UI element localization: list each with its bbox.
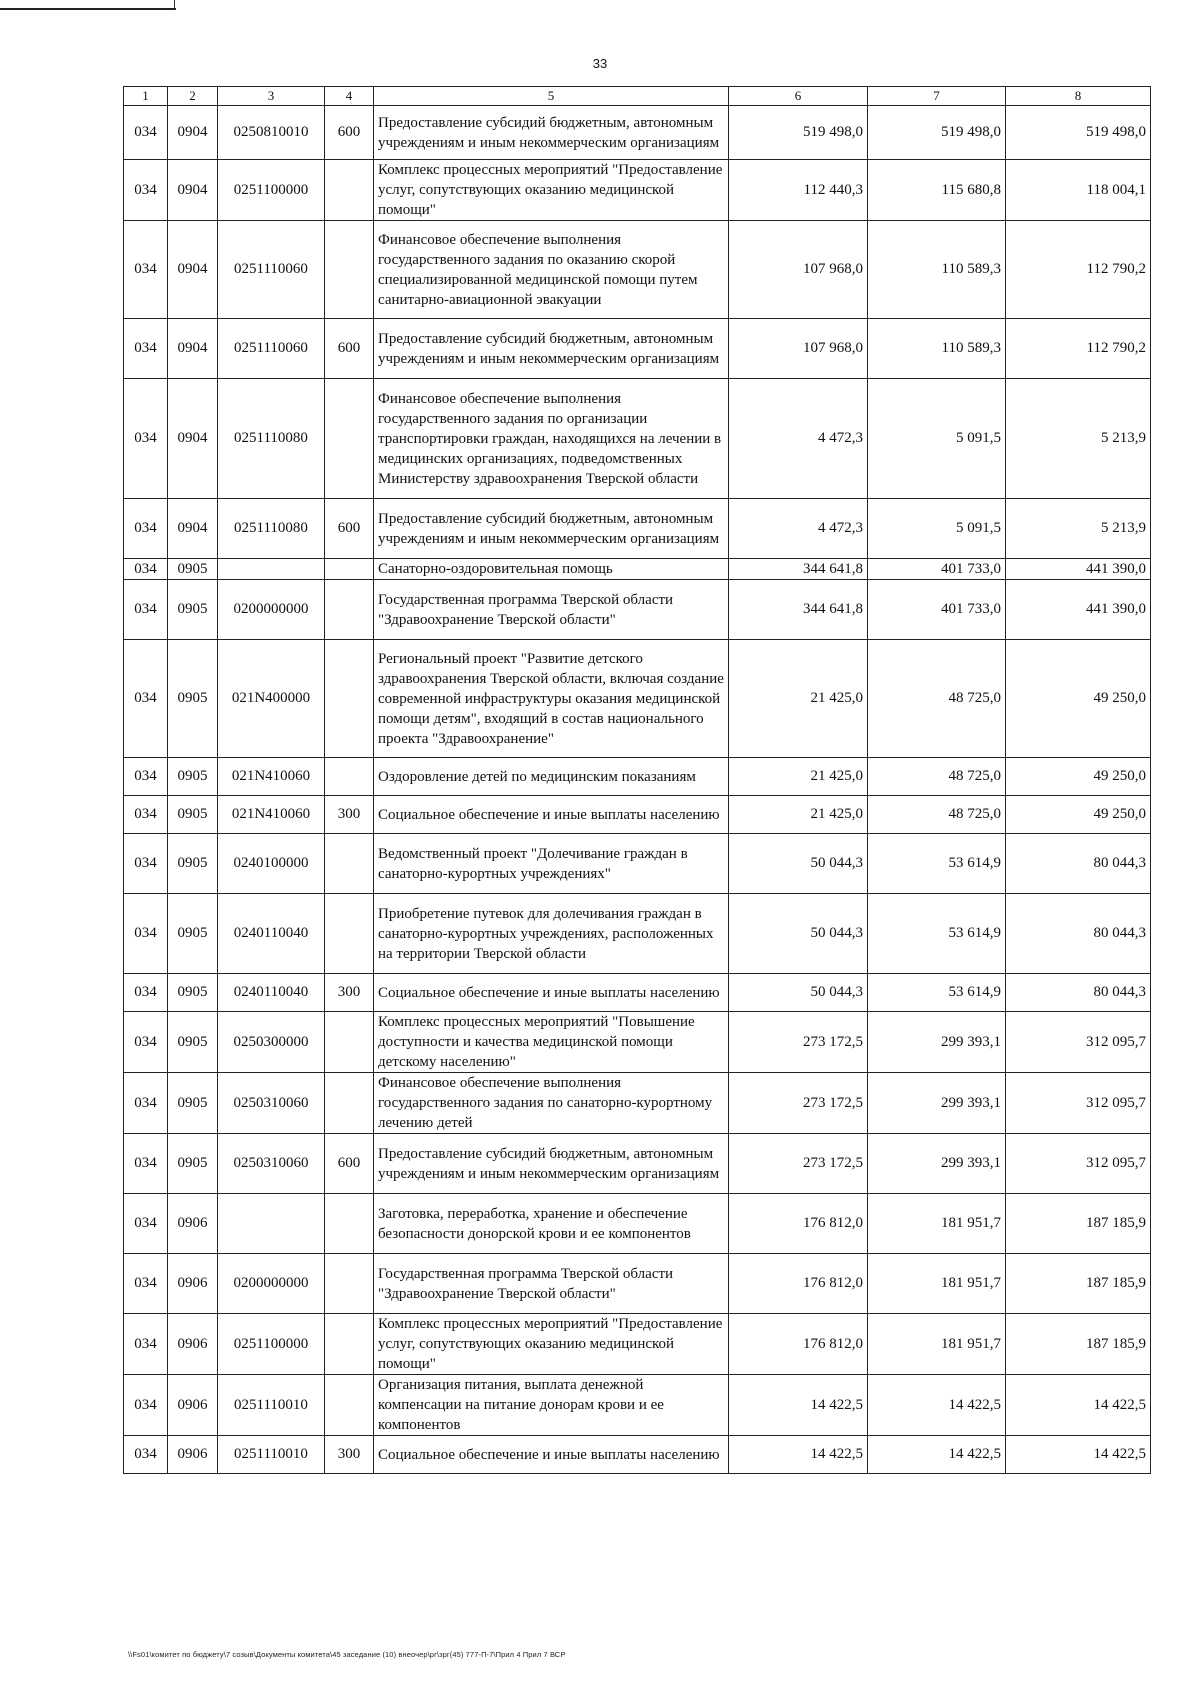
code-ministry-cell: 034: [124, 894, 168, 974]
amount-col-6-cell: 176 812,0: [729, 1314, 868, 1375]
table-row: [124, 758, 1151, 796]
amount-col-6-cell: 107 968,0: [729, 221, 868, 319]
amount-col-6-cell: 112 440,3: [729, 160, 868, 221]
header-cell: 1: [124, 87, 168, 106]
description-cell: Предоставление субсидий бюджетным, автономным учреждениям и иным некоммерческим организациям: [374, 106, 729, 160]
amount-col-8-cell: 187 185,9: [1006, 1194, 1151, 1254]
amount-col-6-cell: 176 812,0: [729, 1194, 868, 1254]
code-section-cell: 0904: [168, 106, 218, 160]
table-row: [124, 1436, 1151, 1474]
code-ministry-cell: 034: [124, 106, 168, 160]
code-expense-type-cell: [325, 379, 374, 499]
table-row: [124, 1073, 1151, 1134]
description-cell: Социальное обеспечение и иные выплаты населению: [374, 974, 729, 1012]
code-section-cell: 0905: [168, 1012, 218, 1073]
header-cell: 8: [1006, 87, 1151, 106]
code-ministry-cell: 034: [124, 1194, 168, 1254]
table-row: [124, 796, 1151, 834]
amount-col-7-cell: 115 680,8: [868, 160, 1006, 221]
table-row: [124, 1012, 1151, 1073]
amount-col-6-cell: 107 968,0: [729, 319, 868, 379]
code-ministry-cell: 034: [124, 1314, 168, 1375]
code-section-cell: 0905: [168, 796, 218, 834]
amount-col-8-cell: 80 044,3: [1006, 834, 1151, 894]
code-target-cell: 021N400000: [218, 640, 325, 758]
code-ministry-cell: 034: [124, 834, 168, 894]
code-target-cell: 0251110080: [218, 379, 325, 499]
code-ministry-cell: 034: [124, 580, 168, 640]
table-row: [124, 1375, 1151, 1436]
amount-col-7-cell: 53 614,9: [868, 974, 1006, 1012]
amount-col-8-cell: 441 390,0: [1006, 580, 1151, 640]
description-cell: Социальное обеспечение и иные выплаты населению: [374, 1436, 729, 1474]
amount-col-6-cell: 21 425,0: [729, 758, 868, 796]
code-section-cell: 0904: [168, 379, 218, 499]
table-row: [124, 559, 1151, 580]
table-row: [124, 894, 1151, 974]
code-expense-type-cell: [325, 1012, 374, 1073]
code-target-cell: 0251110080: [218, 499, 325, 559]
amount-col-8-cell: 312 095,7: [1006, 1134, 1151, 1194]
description-cell: Финансовое обеспечение выполнения государственного задания по оказанию скорой специализированной медицинской помощи путем санитарно-авиационной эвакуации: [374, 221, 729, 319]
description-cell: Приобретение путевок для долечивания граждан в санаторно-курортных учреждениях, расположенных на территории Тверской области: [374, 894, 729, 974]
amount-col-6-cell: 50 044,3: [729, 834, 868, 894]
code-expense-type-cell: [325, 1194, 374, 1254]
budget-table: [123, 86, 1151, 1474]
amount-col-6-cell: 273 172,5: [729, 1134, 868, 1194]
code-expense-type-cell: [325, 221, 374, 319]
amount-col-6-cell: 50 044,3: [729, 974, 868, 1012]
scan-edge-line: [0, 8, 176, 10]
amount-col-6-cell: 176 812,0: [729, 1254, 868, 1314]
description-cell: Социальное обеспечение и иные выплаты населению: [374, 796, 729, 834]
code-expense-type-cell: 300: [325, 1436, 374, 1474]
code-target-cell: 0251100000: [218, 1314, 325, 1375]
code-expense-type-cell: [325, 580, 374, 640]
code-expense-type-cell: [325, 559, 374, 580]
code-expense-type-cell: [325, 1254, 374, 1314]
description-cell: Санаторно-оздоровительная помощь: [374, 559, 729, 580]
header-cell: 6: [729, 87, 868, 106]
amount-col-7-cell: 48 725,0: [868, 758, 1006, 796]
table-row: [124, 1134, 1151, 1194]
code-ministry-cell: 034: [124, 379, 168, 499]
code-expense-type-cell: 600: [325, 319, 374, 379]
code-expense-type-cell: 300: [325, 974, 374, 1012]
amount-col-7-cell: 181 951,7: [868, 1254, 1006, 1314]
amount-col-8-cell: 118 004,1: [1006, 160, 1151, 221]
amount-col-7-cell: 299 393,1: [868, 1073, 1006, 1134]
amount-col-8-cell: 519 498,0: [1006, 106, 1151, 160]
description-cell: Заготовка, переработка, хранение и обеспечение безопасности донорской крови и ее компонентов: [374, 1194, 729, 1254]
amount-col-6-cell: 273 172,5: [729, 1012, 868, 1073]
amount-col-7-cell: 110 589,3: [868, 221, 1006, 319]
header-cell: 5: [374, 87, 729, 106]
code-expense-type-cell: 600: [325, 1134, 374, 1194]
amount-col-8-cell: 5 213,9: [1006, 379, 1151, 499]
code-target-cell: 0251110010: [218, 1375, 325, 1436]
code-section-cell: 0906: [168, 1314, 218, 1375]
code-target-cell: 0251100000: [218, 160, 325, 221]
code-expense-type-cell: [325, 1073, 374, 1134]
code-section-cell: 0904: [168, 221, 218, 319]
amount-col-8-cell: 14 422,5: [1006, 1375, 1151, 1436]
code-expense-type-cell: 300: [325, 796, 374, 834]
table-row: [124, 221, 1151, 319]
code-expense-type-cell: [325, 894, 374, 974]
amount-col-6-cell: 14 422,5: [729, 1436, 868, 1474]
amount-col-7-cell: 519 498,0: [868, 106, 1006, 160]
amount-col-7-cell: 299 393,1: [868, 1012, 1006, 1073]
amount-col-7-cell: 401 733,0: [868, 580, 1006, 640]
amount-col-7-cell: 110 589,3: [868, 319, 1006, 379]
code-section-cell: 0904: [168, 499, 218, 559]
code-expense-type-cell: [325, 160, 374, 221]
page-number: 33: [592, 56, 608, 71]
code-target-cell: 0240110040: [218, 974, 325, 1012]
code-ministry-cell: 034: [124, 499, 168, 559]
amount-col-7-cell: 5 091,5: [868, 499, 1006, 559]
description-cell: Предоставление субсидий бюджетным, автономным учреждениям и иным некоммерческим организациям: [374, 499, 729, 559]
code-expense-type-cell: [325, 834, 374, 894]
amount-col-8-cell: 187 185,9: [1006, 1314, 1151, 1375]
amount-col-6-cell: 519 498,0: [729, 106, 868, 160]
amount-col-7-cell: 181 951,7: [868, 1194, 1006, 1254]
amount-col-7-cell: 181 951,7: [868, 1314, 1006, 1375]
table-row: [124, 160, 1151, 221]
table-row: [124, 499, 1151, 559]
amount-col-8-cell: 14 422,5: [1006, 1436, 1151, 1474]
amount-col-8-cell: 187 185,9: [1006, 1254, 1151, 1314]
code-ministry-cell: 034: [124, 1134, 168, 1194]
amount-col-8-cell: 49 250,0: [1006, 796, 1151, 834]
amount-col-7-cell: 14 422,5: [868, 1436, 1006, 1474]
code-ministry-cell: 034: [124, 221, 168, 319]
description-cell: Комплекс процессных мероприятий "Повышение доступности и качества медицинской помощи детскому населению": [374, 1012, 729, 1073]
code-target-cell: 0240100000: [218, 834, 325, 894]
amount-col-8-cell: 312 095,7: [1006, 1073, 1151, 1134]
table-row: [124, 379, 1151, 499]
table-body: [124, 106, 1151, 1474]
header-cell: 3: [218, 87, 325, 106]
code-section-cell: 0906: [168, 1375, 218, 1436]
code-section-cell: 0905: [168, 1073, 218, 1134]
code-target-cell: 0251110060: [218, 221, 325, 319]
header-cell: 7: [868, 87, 1006, 106]
code-target-cell: 0200000000: [218, 580, 325, 640]
header-cell: 2: [168, 87, 218, 106]
code-target-cell: [218, 559, 325, 580]
amount-col-8-cell: 5 213,9: [1006, 499, 1151, 559]
code-target-cell: 0250810010: [218, 106, 325, 160]
code-target-cell: [218, 1194, 325, 1254]
code-section-cell: 0905: [168, 758, 218, 796]
amount-col-7-cell: 53 614,9: [868, 894, 1006, 974]
description-cell: Государственная программа Тверской области "Здравоохранение Тверской области": [374, 580, 729, 640]
amount-col-8-cell: 112 790,2: [1006, 221, 1151, 319]
code-target-cell: 0251110060: [218, 319, 325, 379]
amount-col-6-cell: 21 425,0: [729, 796, 868, 834]
code-target-cell: 0240110040: [218, 894, 325, 974]
code-expense-type-cell: [325, 1375, 374, 1436]
amount-col-7-cell: 48 725,0: [868, 640, 1006, 758]
description-cell: Оздоровление детей по медицинским показаниям: [374, 758, 729, 796]
code-target-cell: 0250310060: [218, 1073, 325, 1134]
code-section-cell: 0905: [168, 640, 218, 758]
table-row: [124, 580, 1151, 640]
description-cell: Региональный проект "Развитие детского здравоохранения Тверской области, включая создание современной инфраструктуры оказания медицинской помощи детям", входящий в состав национального проекта "Здравоохранение": [374, 640, 729, 758]
amount-col-8-cell: 80 044,3: [1006, 894, 1151, 974]
code-section-cell: 0906: [168, 1254, 218, 1314]
code-target-cell: 0200000000: [218, 1254, 325, 1314]
code-ministry-cell: 034: [124, 1436, 168, 1474]
code-section-cell: 0905: [168, 559, 218, 580]
table-row: [124, 640, 1151, 758]
code-target-cell: 021N410060: [218, 758, 325, 796]
amount-col-7-cell: 299 393,1: [868, 1134, 1006, 1194]
code-ministry-cell: 034: [124, 1254, 168, 1314]
amount-col-6-cell: 344 641,8: [729, 580, 868, 640]
header-cell: 4: [325, 87, 374, 106]
code-target-cell: 021N410060: [218, 796, 325, 834]
amount-col-7-cell: 48 725,0: [868, 796, 1006, 834]
code-expense-type-cell: [325, 758, 374, 796]
amount-col-8-cell: 441 390,0: [1006, 559, 1151, 580]
amount-col-6-cell: 21 425,0: [729, 640, 868, 758]
code-target-cell: 0251110010: [218, 1436, 325, 1474]
description-cell: Предоставление субсидий бюджетным, автономным учреждениям и иным некоммерческим организациям: [374, 1134, 729, 1194]
code-ministry-cell: 034: [124, 559, 168, 580]
code-section-cell: 0906: [168, 1194, 218, 1254]
code-section-cell: 0904: [168, 319, 218, 379]
table-row: [124, 1254, 1151, 1314]
code-ministry-cell: 034: [124, 974, 168, 1012]
description-cell: Предоставление субсидий бюджетным, автономным учреждениям и иным некоммерческим организациям: [374, 319, 729, 379]
code-section-cell: 0905: [168, 580, 218, 640]
code-section-cell: 0905: [168, 894, 218, 974]
amount-col-6-cell: 4 472,3: [729, 499, 868, 559]
code-expense-type-cell: [325, 640, 374, 758]
amount-col-6-cell: 344 641,8: [729, 559, 868, 580]
table-row: [124, 834, 1151, 894]
amount-col-6-cell: 4 472,3: [729, 379, 868, 499]
code-section-cell: 0904: [168, 160, 218, 221]
code-ministry-cell: 034: [124, 796, 168, 834]
code-expense-type-cell: 600: [325, 106, 374, 160]
amount-col-7-cell: 53 614,9: [868, 834, 1006, 894]
amount-col-8-cell: 80 044,3: [1006, 974, 1151, 1012]
table-row: [124, 319, 1151, 379]
description-cell: Государственная программа Тверской области "Здравоохранение Тверской области": [374, 1254, 729, 1314]
amount-col-6-cell: 50 044,3: [729, 894, 868, 974]
table-row: [124, 106, 1151, 160]
code-ministry-cell: 034: [124, 160, 168, 221]
code-ministry-cell: 034: [124, 1073, 168, 1134]
amount-col-8-cell: 49 250,0: [1006, 758, 1151, 796]
table-row: [124, 974, 1151, 1012]
description-cell: Финансовое обеспечение выполнения государственного задания по санаторно-курортному лечению детей: [374, 1073, 729, 1134]
file-path-footer: \\Fs01\комитет по бюджету\7 созыв\Документы комитета\45 заседание (10) внеочер\рг\зрг(45) 777-П-7\Прил 4 Прил 7 ВСР: [128, 1650, 566, 1659]
code-target-cell: 0250300000: [218, 1012, 325, 1073]
table-row: [124, 1194, 1151, 1254]
code-expense-type-cell: [325, 1314, 374, 1375]
amount-col-7-cell: 5 091,5: [868, 379, 1006, 499]
amount-col-8-cell: 312 095,7: [1006, 1012, 1151, 1073]
table-row: [124, 1314, 1151, 1375]
amount-col-6-cell: 14 422,5: [729, 1375, 868, 1436]
code-section-cell: 0906: [168, 1436, 218, 1474]
description-cell: Организация питания, выплата денежной компенсации на питание донорам крови и ее компонентов: [374, 1375, 729, 1436]
description-cell: Комплекс процессных мероприятий "Предоставление услуг, сопутствующих оказанию медицинской помощи": [374, 1314, 729, 1375]
scan-edge-tick: [174, 0, 175, 10]
header-row: [124, 87, 1151, 106]
amount-col-7-cell: 14 422,5: [868, 1375, 1006, 1436]
code-section-cell: 0905: [168, 1134, 218, 1194]
amount-col-7-cell: 401 733,0: [868, 559, 1006, 580]
code-target-cell: 0250310060: [218, 1134, 325, 1194]
amount-col-8-cell: 49 250,0: [1006, 640, 1151, 758]
code-ministry-cell: 034: [124, 1012, 168, 1073]
description-cell: Финансовое обеспечение выполнения государственного задания по организации транспортировки граждан, находящихся на лечении в медицинских организациях, подведомственных Министерству здравоохранения Тверской области: [374, 379, 729, 499]
amount-col-8-cell: 112 790,2: [1006, 319, 1151, 379]
code-ministry-cell: 034: [124, 758, 168, 796]
code-section-cell: 0905: [168, 974, 218, 1012]
description-cell: Комплекс процессных мероприятий "Предоставление услуг, сопутствующих оказанию медицинской помощи": [374, 160, 729, 221]
code-ministry-cell: 034: [124, 1375, 168, 1436]
code-section-cell: 0905: [168, 834, 218, 894]
code-ministry-cell: 034: [124, 640, 168, 758]
code-ministry-cell: 034: [124, 319, 168, 379]
description-cell: Ведомственный проект "Долечивание граждан в санаторно-курортных учреждениях": [374, 834, 729, 894]
amount-col-6-cell: 273 172,5: [729, 1073, 868, 1134]
code-expense-type-cell: 600: [325, 499, 374, 559]
